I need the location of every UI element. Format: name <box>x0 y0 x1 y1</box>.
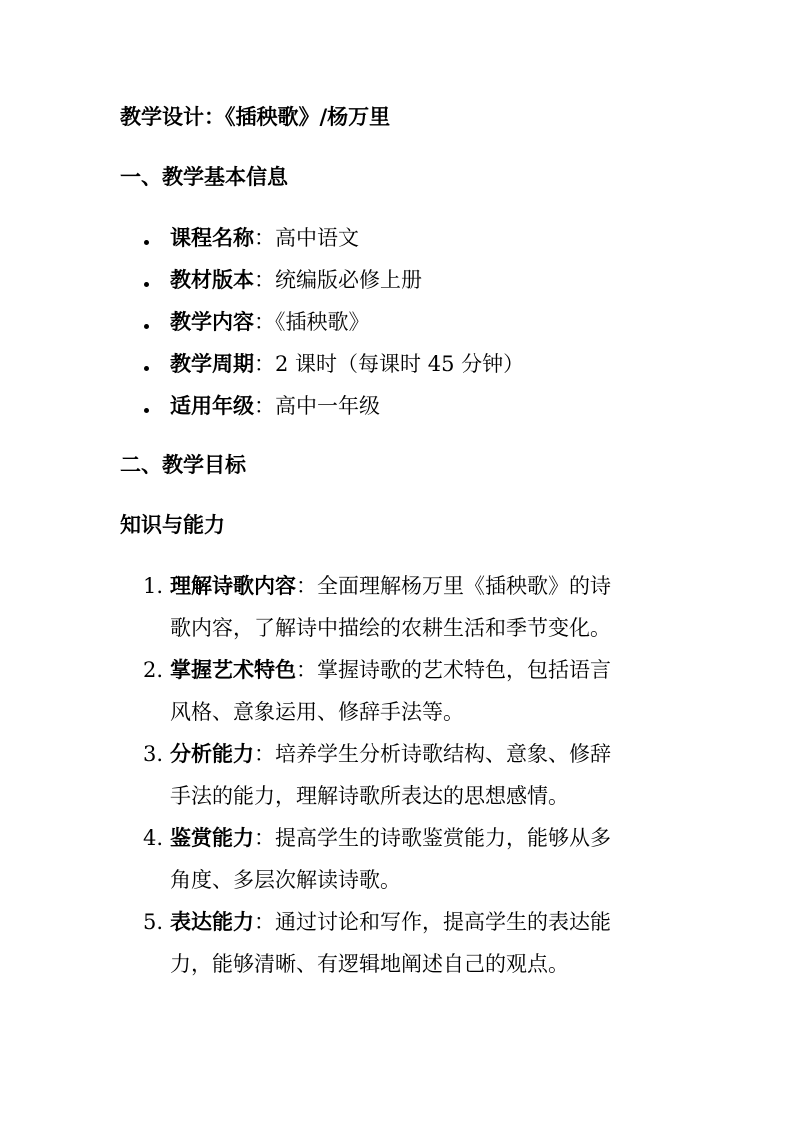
section-heading-objectives: 二、教学目标 <box>120 453 246 477</box>
list-item-continuation: 手法的能力，理解诗歌所表达的思想感情。 <box>170 784 569 808</box>
list-item: 掌握艺术特色：掌握诗歌的艺术特色，包括语言 <box>170 658 611 682</box>
list-number: 2. <box>143 658 164 682</box>
bullet-icon <box>144 282 149 287</box>
list-number: 5. <box>143 910 164 934</box>
list-number: 3. <box>143 742 164 766</box>
subheading-knowledge-ability: 知识与能力 <box>120 513 225 537</box>
list-item: 分析能力：培养学生分析诗歌结构、意象、修辞 <box>170 742 611 766</box>
list-item: 理解诗歌内容：全面理解杨万里《插秧歌》的诗 <box>170 574 611 598</box>
list-item: 表达能力：通过讨论和写作，提高学生的表达能 <box>170 910 611 934</box>
list-item-continuation: 歌内容，了解诗中描绘的农耕生活和季节变化。 <box>170 616 611 640</box>
bullet-icon <box>144 324 149 329</box>
list-item: 课程名称：高中语文 <box>170 226 359 250</box>
document-title: 教学设计：《插秧歌》/杨万里 <box>120 105 391 129</box>
bullet-icon <box>144 408 149 413</box>
list-item: 教学周期：2 课时（每课时 45 分钟） <box>170 352 525 376</box>
list-item-continuation: 风格、意象运用、修辞手法等。 <box>170 700 464 724</box>
bullet-icon <box>144 240 149 245</box>
list-item: 适用年级：高中一年级 <box>170 394 380 418</box>
list-item-continuation: 力，能够清晰、有逻辑地阐述自己的观点。 <box>170 952 569 976</box>
bullet-icon <box>144 366 149 371</box>
section-heading-basic-info: 一、教学基本信息 <box>120 165 288 189</box>
list-number: 4. <box>143 826 164 850</box>
list-item: 教学内容：《插秧歌》 <box>170 310 370 334</box>
list-item: 鉴赏能力：提高学生的诗歌鉴赏能力，能够从多 <box>170 826 611 850</box>
list-number: 1. <box>143 574 164 598</box>
list-item-continuation: 角度、多层次解读诗歌。 <box>170 868 401 892</box>
list-item: 教材版本：统编版必修上册 <box>170 268 422 292</box>
